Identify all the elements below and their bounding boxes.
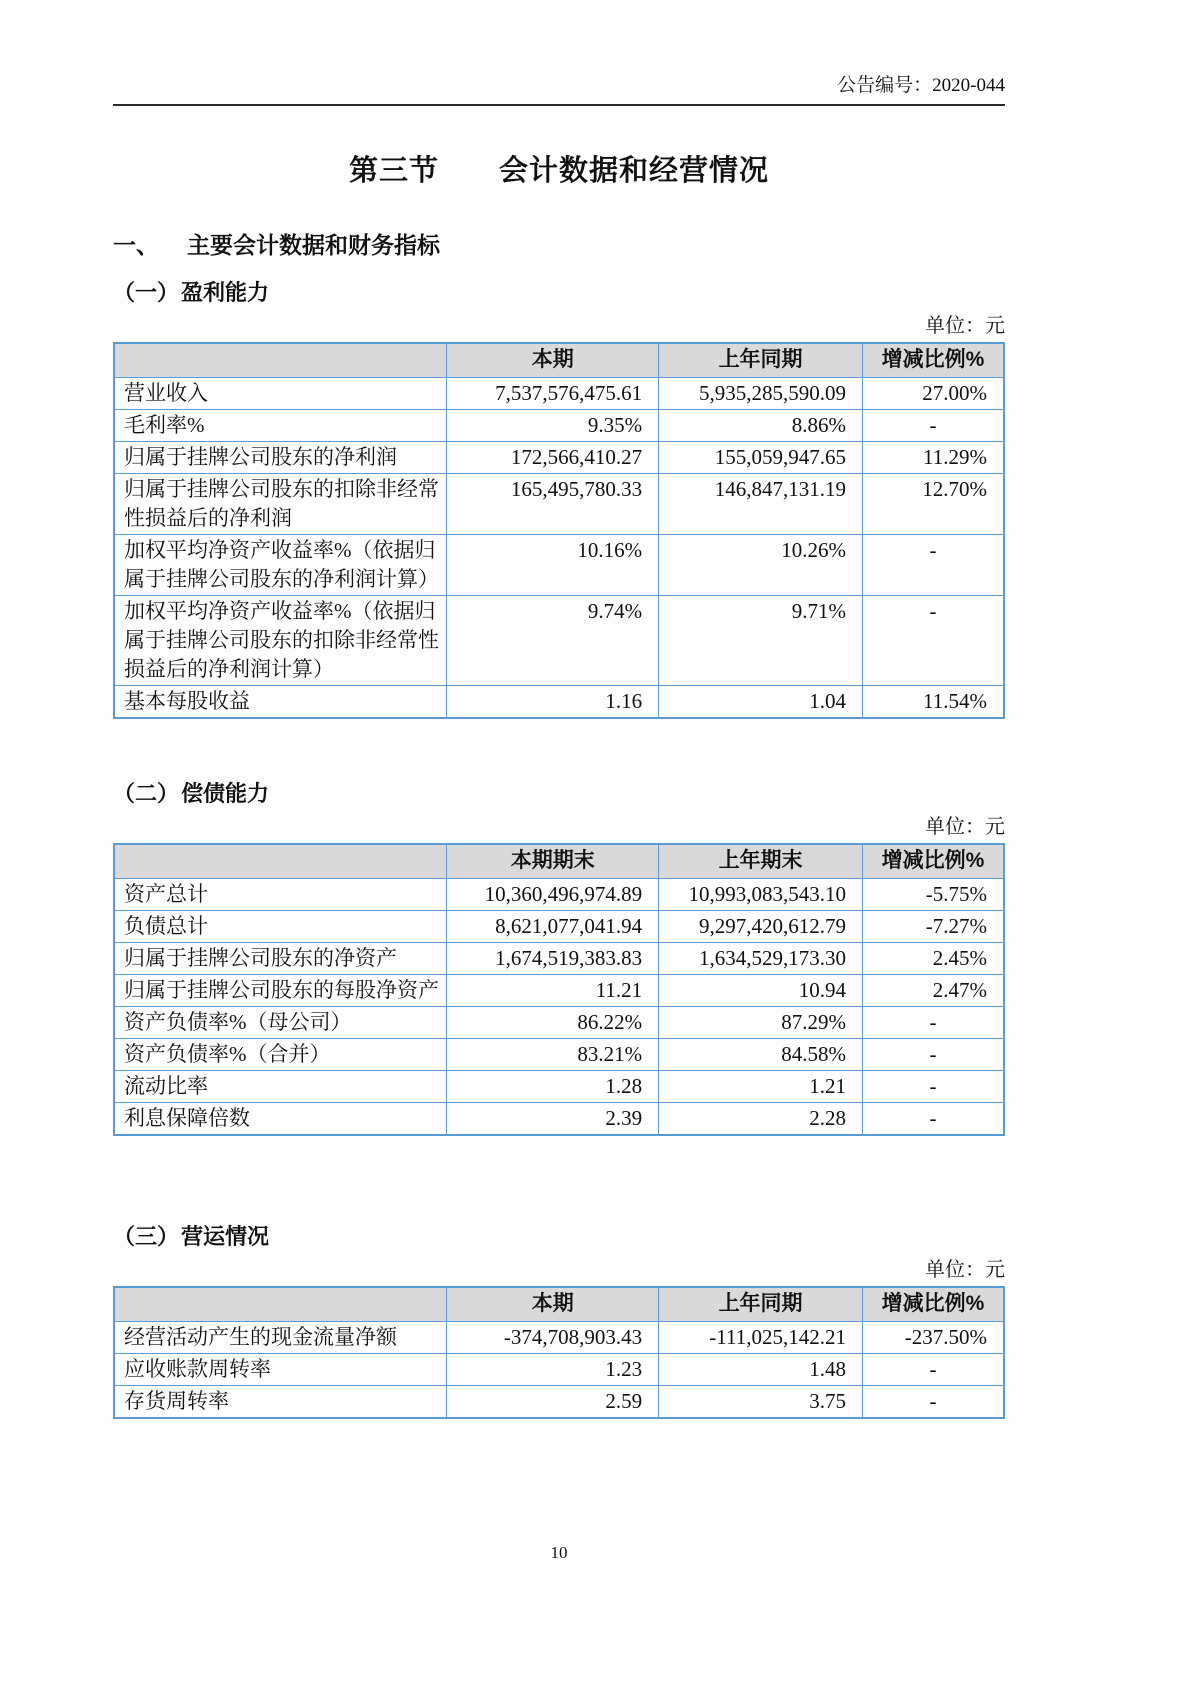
- metric-value: 87.29%: [659, 1007, 863, 1039]
- page-number: 10: [550, 1543, 568, 1562]
- metric-label: 负债总计: [114, 911, 447, 943]
- metric-value: 1,674,519,383.83: [447, 943, 659, 975]
- table-header-row: [114, 1287, 1004, 1322]
- table-header-row: [114, 343, 1004, 378]
- metric-label: 基本每股收益: [114, 686, 447, 719]
- unit-label: 单位：元: [925, 1259, 1005, 1281]
- metric-value: 10,993,083,543.10: [659, 879, 863, 911]
- metric-value: 11.21: [447, 975, 659, 1007]
- metric-value: 2.47%: [862, 975, 1004, 1007]
- metric-value: -374,708,903.43: [447, 1322, 659, 1354]
- metric-value: -111,025,142.21: [659, 1322, 863, 1354]
- table-row: [114, 1354, 1004, 1386]
- metric-value: -237.50%: [862, 1322, 1004, 1354]
- metric-value: 27.00%: [862, 378, 1004, 410]
- metric-value: 1.21: [659, 1071, 863, 1103]
- value-column-header: 本期期末: [447, 844, 659, 879]
- metric-value: 7,537,576,475.61: [447, 378, 659, 410]
- metric-value: 3.75: [659, 1386, 863, 1419]
- metric-value: 11.29%: [862, 442, 1004, 474]
- metric-value: 2.59: [447, 1386, 659, 1419]
- value-column-header: 本期: [447, 343, 659, 378]
- metric-label: 存货周转率: [114, 1386, 447, 1419]
- metric-value: 1.04: [659, 686, 863, 719]
- metric-column-header: [114, 343, 447, 378]
- table-row: [114, 1386, 1004, 1419]
- metric-label: 营业收入: [114, 378, 447, 410]
- table-row: [114, 1071, 1004, 1103]
- metric-label: 利息保障倍数: [114, 1103, 447, 1136]
- metric-value: 11.54%: [862, 686, 1004, 719]
- metric-value: -5.75%: [862, 879, 1004, 911]
- metric-value: 8,621,077,041.94: [447, 911, 659, 943]
- metric-value: -: [862, 1354, 1004, 1386]
- value-column-header: 上年期末: [659, 844, 863, 879]
- metric-value: 1.16: [447, 686, 659, 719]
- metric-value: 2.28: [659, 1103, 863, 1136]
- metric-value: 1.28: [447, 1071, 659, 1103]
- metric-label: 毛利率%: [114, 410, 447, 442]
- metric-value: 1.48: [659, 1354, 863, 1386]
- metric-value: -7.27%: [862, 911, 1004, 943]
- metric-value: -: [862, 535, 1004, 596]
- table-row: [114, 1322, 1004, 1354]
- table-row: [114, 410, 1004, 442]
- value-column-header: 本期: [447, 1287, 659, 1322]
- metric-column-header: [114, 1287, 447, 1322]
- metric-label: 经营活动产生的现金流量净额: [114, 1322, 447, 1354]
- metric-value: -: [862, 1007, 1004, 1039]
- metric-label: 加权平均净资产收益率%（依据归属于挂牌公司股东的净利润计算）: [114, 535, 447, 596]
- metric-value: 9.74%: [447, 596, 659, 686]
- solvency-table: [113, 843, 1005, 1136]
- metric-value: 5,935,285,590.09: [659, 378, 863, 410]
- subsection-number: （三）: [113, 1224, 180, 1249]
- table-row: [114, 474, 1004, 535]
- metric-label: 应收账款周转率: [114, 1354, 447, 1386]
- metric-label: 归属于挂牌公司股东的净利润: [114, 442, 447, 474]
- metric-value: 155,059,947.65: [659, 442, 863, 474]
- table-row: [114, 943, 1004, 975]
- table-row: [114, 378, 1004, 410]
- main-section-heading: [113, 227, 1005, 260]
- table-row: [114, 442, 1004, 474]
- metric-label: 流动比率: [114, 1071, 447, 1103]
- metric-label: 资产总计: [114, 879, 447, 911]
- subsection-number: （一）: [113, 280, 180, 305]
- metric-value: -: [862, 410, 1004, 442]
- subsection-label: 盈利能力: [181, 280, 270, 305]
- metric-column-header: [114, 844, 447, 879]
- metric-value: 84.58%: [659, 1039, 863, 1071]
- metric-value: 2.39: [447, 1103, 659, 1136]
- announcement-number: 公告编号：2020-044: [113, 0, 1005, 106]
- page-title: 第三节 会计数据和经营情况: [348, 155, 769, 187]
- page-content: [113, 0, 1005, 1419]
- subsection-number: （二）: [113, 781, 180, 806]
- metric-value: 83.21%: [447, 1039, 659, 1071]
- table-row: [114, 879, 1004, 911]
- metric-value: 2.45%: [862, 943, 1004, 975]
- metric-value: -: [862, 1039, 1004, 1071]
- unit-label: 单位：元: [925, 315, 1005, 337]
- table-row: [114, 596, 1004, 686]
- table-row: [114, 686, 1004, 719]
- metric-value: 9,297,420,612.79: [659, 911, 863, 943]
- metric-value: 12.70%: [862, 474, 1004, 535]
- metric-value: 165,495,780.33: [447, 474, 659, 535]
- table-row: [114, 1007, 1004, 1039]
- subsection-heading-solvency: [113, 777, 1005, 808]
- metric-label: 资产负债率%（合并）: [114, 1039, 447, 1071]
- metric-label: 归属于挂牌公司股东的每股净资产: [114, 975, 447, 1007]
- table-row: [114, 975, 1004, 1007]
- subsection-heading-profitability: [113, 276, 1005, 307]
- metric-value: 1,634,529,173.30: [659, 943, 863, 975]
- profitability-table: [113, 342, 1005, 719]
- metric-value: -: [862, 596, 1004, 686]
- main-section-label: 主要会计数据和财务指标: [187, 232, 440, 258]
- operations-table: [113, 1286, 1005, 1419]
- metric-value: 9.71%: [659, 596, 863, 686]
- metric-value: 10.94: [659, 975, 863, 1007]
- table-header-row: [114, 844, 1004, 879]
- metric-value: -: [862, 1103, 1004, 1136]
- value-column-header: 增减比例%: [862, 844, 1004, 879]
- subsection-label: 偿债能力: [181, 781, 270, 806]
- subsection-label: 营运情况: [181, 1224, 270, 1249]
- unit-label: 单位：元: [925, 816, 1005, 838]
- subsection-heading-operations: [113, 1220, 1005, 1251]
- metric-value: 10,360,496,974.89: [447, 879, 659, 911]
- value-column-header: 上年同期: [659, 1287, 863, 1322]
- metric-value: 10.16%: [447, 535, 659, 596]
- table-row: [114, 1103, 1004, 1136]
- value-column-header: 上年同期: [659, 343, 863, 378]
- main-section-number: 一、: [113, 232, 159, 258]
- metric-value: 146,847,131.19: [659, 474, 863, 535]
- table-row: [114, 535, 1004, 596]
- metric-value: 172,566,410.27: [447, 442, 659, 474]
- table-row: [114, 1039, 1004, 1071]
- metric-value: 8.86%: [659, 410, 863, 442]
- metric-value: -: [862, 1386, 1004, 1419]
- metric-value: 1.23: [447, 1354, 659, 1386]
- table-row: [114, 911, 1004, 943]
- metric-value: -: [862, 1071, 1004, 1103]
- metric-label: 资产负债率%（母公司）: [114, 1007, 447, 1039]
- metric-label: 归属于挂牌公司股东的扣除非经常性损益后的净利润: [114, 474, 447, 535]
- metric-value: 86.22%: [447, 1007, 659, 1039]
- value-column-header: 增减比例%: [862, 1287, 1004, 1322]
- metric-label: 加权平均净资产收益率%（依据归属于挂牌公司股东的扣除非经常性损益后的净利润计算）: [114, 596, 447, 686]
- metric-label: 归属于挂牌公司股东的净资产: [114, 943, 447, 975]
- metric-value: 9.35%: [447, 410, 659, 442]
- metric-value: 10.26%: [659, 535, 863, 596]
- value-column-header: 增减比例%: [862, 343, 1004, 378]
